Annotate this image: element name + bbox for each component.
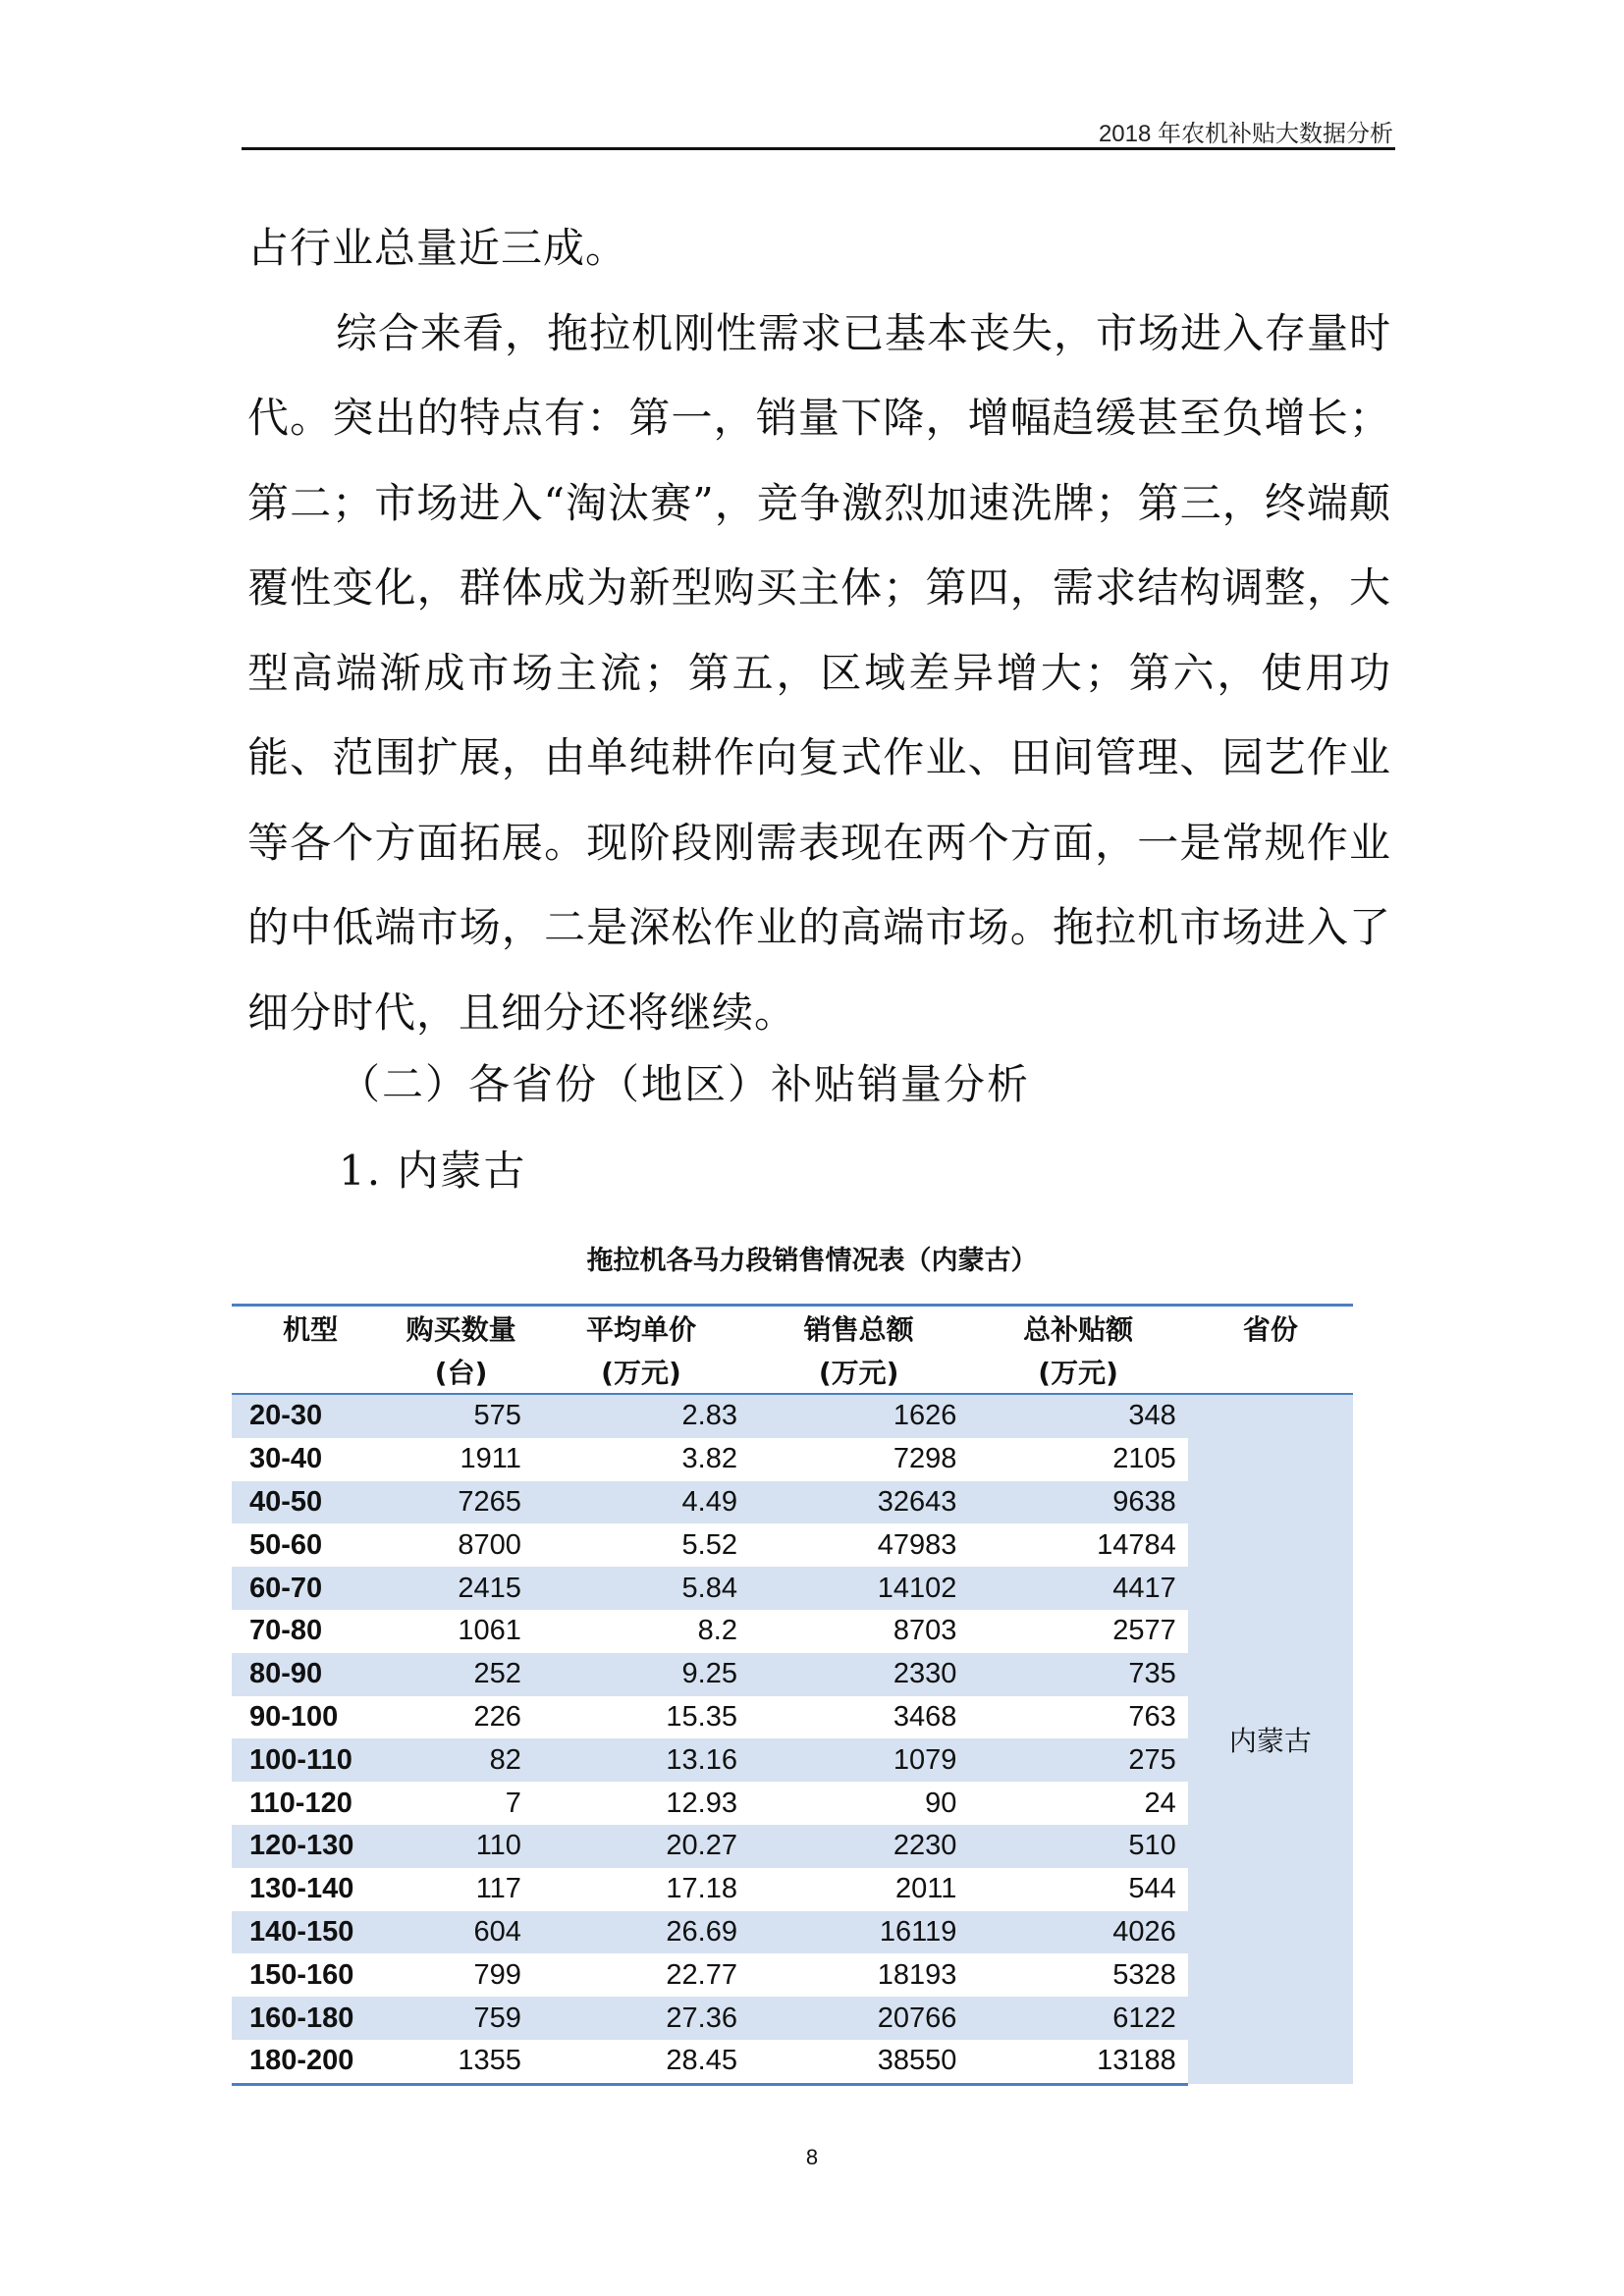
- col-header-province: 省份: [1188, 1306, 1353, 1351]
- cell-quantity: 7: [505, 1787, 521, 1819]
- cell-quantity: 759: [389, 1997, 533, 2040]
- table-caption: 拖拉机各马力段销售情况表（内蒙古）: [586, 1246, 1038, 1276]
- cell-sales-total: 2011: [895, 1873, 957, 1905]
- table-row: [232, 1825, 1353, 1868]
- sales-table: [232, 1304, 1353, 2086]
- cell-sales-total: 20766: [749, 1997, 968, 2040]
- cell-unit-price: 20.27: [533, 1825, 749, 1868]
- table-row: [232, 1911, 1353, 1954]
- cell-quantity: 1061: [458, 1615, 521, 1647]
- col-subheader-sales-total-unit: (万元): [749, 1350, 968, 1394]
- cell-unit-price: 5.52: [681, 1528, 737, 1561]
- col-subheader-subsidy-total-unit: (万元): [968, 1350, 1187, 1394]
- cell-unit-price: 13.16: [533, 1738, 749, 1782]
- cell-subsidy-total: 24: [1144, 1787, 1176, 1819]
- cell-quantity: 110: [389, 1825, 533, 1868]
- cell-subsidy-total: 275: [968, 1738, 1187, 1782]
- table-row: [232, 1438, 1353, 1481]
- cell-unit-price: 3.82: [681, 1443, 737, 1475]
- cell-subsidy-total: 4026: [968, 1911, 1187, 1954]
- cell-model: 130-140: [249, 1873, 354, 1905]
- col-subheader-unit-price-unit: (万元): [533, 1350, 749, 1394]
- cell-model: 60-70: [232, 1567, 389, 1610]
- table-row: [232, 1997, 1353, 2040]
- table-row: [232, 1696, 1353, 1739]
- cell-sales-total: 8703: [893, 1615, 957, 1647]
- col-header-quantity: 购买数量: [389, 1306, 533, 1351]
- cell-unit-price: 9.25: [533, 1653, 749, 1696]
- cell-sales-total: 1079: [749, 1738, 968, 1782]
- paragraph: 综合来看，拖拉机刚性需求已基本丧失，市场进入存量时代。突出的特点有：第一，销量下降，增幅趋缓甚至负增长；第二；市场进入“淘汰赛”，竞争激烈加速洗牌；第三，终端颠覆性变化，群体成为新型购买主体；第四，需求结构调整，大型高端渐成市场主流；第五，区域差异增大；第六，使用功能、范围扩展，由单纯耕作向复式作业、田间管理、园艺作业等各个方面拓展。现阶段刚需表现在两个方面，一是常规作业的中低端市场，二是深松作业的高端市场。拖拉机市场进入了细分时代，且细分还将继续。: [247, 308, 1392, 1037]
- cell-sales-total: 47983: [877, 1528, 957, 1561]
- cell-subsidy-total: 5328: [1112, 1958, 1176, 1991]
- sub-heading: 1. 内蒙古: [339, 1147, 527, 1195]
- cell-model: 110-120: [249, 1787, 352, 1819]
- cell-model: 50-60: [249, 1528, 323, 1561]
- cell-subsidy-total: 2577: [1112, 1615, 1176, 1647]
- table-row: [232, 1738, 1353, 1782]
- cell-unit-price: 15.35: [666, 1700, 737, 1733]
- col-header-model: 机型: [232, 1306, 389, 1351]
- cell-quantity: 7265: [389, 1481, 533, 1524]
- cell-province: 内蒙古: [1188, 1394, 1353, 2084]
- table-row: [232, 1523, 1353, 1567]
- table-row: [232, 1868, 1353, 1911]
- cell-unit-price: 22.77: [666, 1958, 737, 1991]
- table-header: [232, 1306, 1353, 1395]
- cell-model: 140-150: [232, 1911, 389, 1954]
- col-subheader-model: [232, 1350, 389, 1394]
- cell-quantity: 117: [475, 1873, 521, 1905]
- cell-quantity: 604: [389, 1911, 533, 1954]
- cell-sales-total: 2230: [749, 1825, 968, 1868]
- section-heading: （二）各省份（地区）补贴销量分析: [339, 1060, 1031, 1108]
- cell-model: 70-80: [249, 1615, 323, 1647]
- cell-model: 150-160: [249, 1958, 354, 1991]
- table-row: [232, 1782, 1353, 1825]
- cell-unit-price: 8.2: [697, 1615, 737, 1647]
- cell-unit-price: 5.84: [533, 1567, 749, 1610]
- table-row: [232, 1567, 1353, 1610]
- cell-model: 80-90: [232, 1653, 389, 1696]
- cell-sales-total: 90: [925, 1787, 957, 1819]
- cell-subsidy-total: 9638: [968, 1481, 1187, 1524]
- cell-sales-total: 3468: [893, 1700, 957, 1733]
- cell-quantity: 8700: [458, 1528, 521, 1561]
- cell-quantity: 1355: [389, 2040, 533, 2084]
- col-header-unit-price: 平均单价: [533, 1306, 749, 1351]
- cell-subsidy-total: 14784: [1097, 1528, 1176, 1561]
- col-subheader-province: [1188, 1350, 1353, 1394]
- cell-subsidy-total: 348: [968, 1394, 1187, 1438]
- cell-subsidy-total: 544: [1128, 1873, 1176, 1905]
- cell-model: 180-200: [232, 2040, 389, 2084]
- cell-quantity: 82: [389, 1738, 533, 1782]
- cell-sales-total: 32643: [749, 1481, 968, 1524]
- col-header-subsidy-total: 总补贴额: [968, 1306, 1187, 1351]
- body-text: [247, 206, 1391, 1055]
- running-header: 2018 年农机补贴大数据分析: [1098, 121, 1393, 147]
- cell-unit-price: 2.83: [533, 1394, 749, 1438]
- cell-model: 90-100: [249, 1700, 339, 1733]
- cell-sales-total: 16119: [749, 1911, 968, 1954]
- cell-quantity: 799: [473, 1958, 521, 1991]
- cell-model: 20-30: [232, 1394, 389, 1438]
- cell-sales-total: 1626: [749, 1394, 968, 1438]
- cell-quantity: 1911: [460, 1443, 521, 1475]
- cell-unit-price: 12.93: [666, 1787, 737, 1819]
- table-row: [232, 1610, 1353, 1653]
- cell-model: 40-50: [232, 1481, 389, 1524]
- cell-subsidy-total: 2105: [1112, 1443, 1176, 1475]
- table-row: [232, 2040, 1353, 2084]
- cell-model: 30-40: [249, 1443, 323, 1475]
- cell-sales-total: 38550: [749, 2040, 968, 2084]
- cell-unit-price: 17.18: [666, 1873, 737, 1905]
- page-number: 8: [805, 2145, 819, 2169]
- cell-sales-total: 14102: [749, 1567, 968, 1610]
- table-row: [232, 1481, 1353, 1524]
- cell-model: 100-110: [232, 1738, 389, 1782]
- cell-subsidy-total: 6122: [968, 1997, 1187, 2040]
- cell-subsidy-total: 735: [968, 1653, 1187, 1696]
- cell-sales-total: 18193: [877, 1958, 957, 1991]
- cell-unit-price: 27.36: [533, 1997, 749, 2040]
- col-header-sales-total: 销售总额: [749, 1306, 968, 1351]
- cell-subsidy-total: 13188: [968, 2040, 1187, 2084]
- cell-sales-total: 2330: [749, 1653, 968, 1696]
- cell-model: 120-130: [232, 1825, 389, 1868]
- cell-quantity: 226: [473, 1700, 521, 1733]
- table-row: [232, 1653, 1353, 1696]
- table-row: [232, 1394, 1353, 1438]
- cell-quantity: 252: [389, 1653, 533, 1696]
- cell-subsidy-total: 763: [1128, 1700, 1176, 1733]
- cell-unit-price: 4.49: [533, 1481, 749, 1524]
- header-rule: [242, 147, 1395, 150]
- cell-model: 160-180: [232, 1997, 389, 2040]
- cell-quantity: 2415: [389, 1567, 533, 1610]
- cell-sales-total: 7298: [893, 1443, 957, 1475]
- paragraph: 占行业总量近三成。: [247, 224, 628, 272]
- cell-quantity: 575: [389, 1394, 533, 1438]
- col-subheader-quantity-unit: (台): [389, 1350, 533, 1394]
- cell-subsidy-total: 510: [968, 1825, 1187, 1868]
- table-body: [232, 1394, 1353, 2084]
- cell-unit-price: 28.45: [533, 2040, 749, 2084]
- table-row: [232, 1953, 1353, 1997]
- cell-unit-price: 26.69: [533, 1911, 749, 1954]
- cell-subsidy-total: 4417: [968, 1567, 1187, 1610]
